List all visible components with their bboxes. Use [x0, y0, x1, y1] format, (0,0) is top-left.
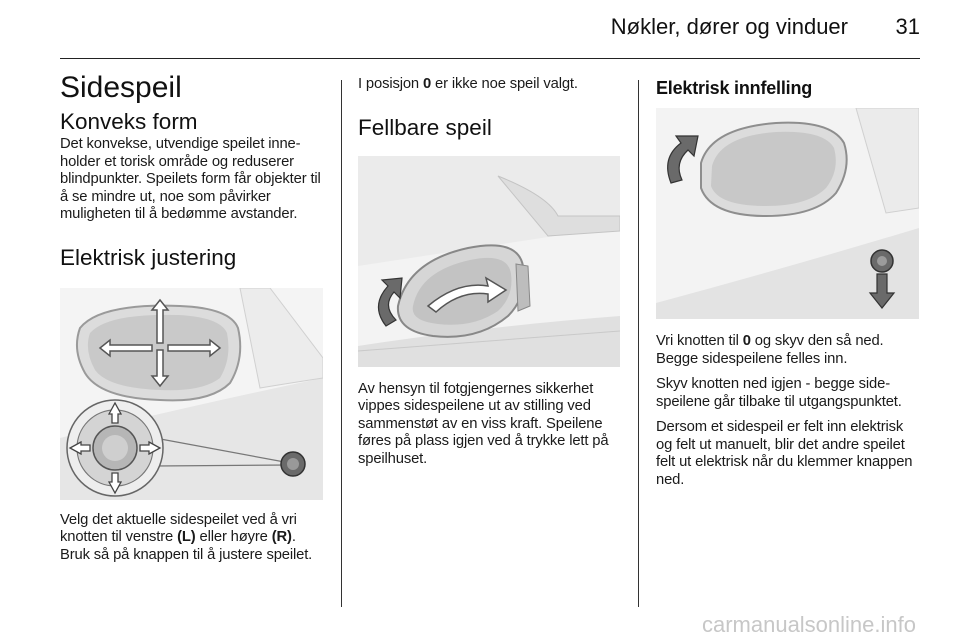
folding-heading: Fellbare speil	[358, 114, 492, 140]
electric-fold-heading: Elektrisk innfelling	[656, 78, 813, 98]
column-divider-1	[341, 80, 342, 607]
fold-text-1: Vri knotten til	[656, 333, 743, 349]
position-text-2: er ikke noe speil valgt.	[431, 76, 578, 92]
convex-heading: Konveks form	[60, 109, 198, 134]
convex-body: Det konvekse, utvendige speilet inneholder et torisk område og reduserer blindpunkter. Speilets form får objekter til å se mindre ut, noe som påvirker muligheten til å bedømme avstander.	[60, 136, 321, 222]
position-note	[358, 76, 623, 94]
fold-text-2: og skyv den så ned. Begge sidespeilene felles inn.	[656, 333, 884, 367]
electric-adjust-body	[60, 512, 326, 565]
position-text-1: I posisjon	[358, 76, 423, 92]
electric-adjust-heading: Elektrisk justering	[60, 244, 237, 270]
header-rule	[60, 58, 920, 59]
folding-body: Av hensyn til fotgjengernes sikkerhet vippes sidespeilene ut av stilling ved sammenstøt av en viss kraft. Speilene føres på plass igjen ved å trykke lett på speilhuset.	[358, 380, 609, 467]
fold-zero: 0	[742, 333, 751, 349]
adjust-text-3: . Bruk så på knappen til å justere speilet.	[60, 529, 313, 563]
header-title: Nøkler, dører og vinduer	[610, 14, 848, 39]
column-3	[656, 70, 922, 489]
column-2	[358, 70, 623, 468]
folding-mirror-illustration	[358, 156, 620, 367]
fold-para-3: Dersom et sidespeil er felt inn elektrisk og felt ut manuelt, blir det andre speilet felt ut elektrisk når du klemmer knappen ned.	[656, 419, 913, 488]
adjust-text-2: eller høyre	[195, 529, 272, 545]
column-divider-2	[638, 80, 639, 607]
position-zero: 0	[422, 76, 432, 92]
section-title: Sidespeil	[60, 71, 182, 104]
page-header	[0, 0, 960, 60]
electric-fold-illustration	[656, 108, 919, 319]
adjust-text-1: Velg det aktuelle sidespeilet ved å vri knotten til venstre	[60, 511, 297, 545]
right-code: (R)	[271, 529, 292, 545]
fold-para-1	[656, 333, 922, 368]
fold-para-2: Skyv knotten ned igjen - begge sidespeilene går tilbake til utgangspunktet.	[656, 376, 902, 410]
footer-watermark: carmanualsonline.info	[701, 612, 916, 637]
left-code: (L)	[177, 529, 196, 545]
mirror-adjust-illustration	[60, 288, 323, 500]
page-number: 31	[895, 14, 920, 39]
column-1	[60, 70, 326, 564]
